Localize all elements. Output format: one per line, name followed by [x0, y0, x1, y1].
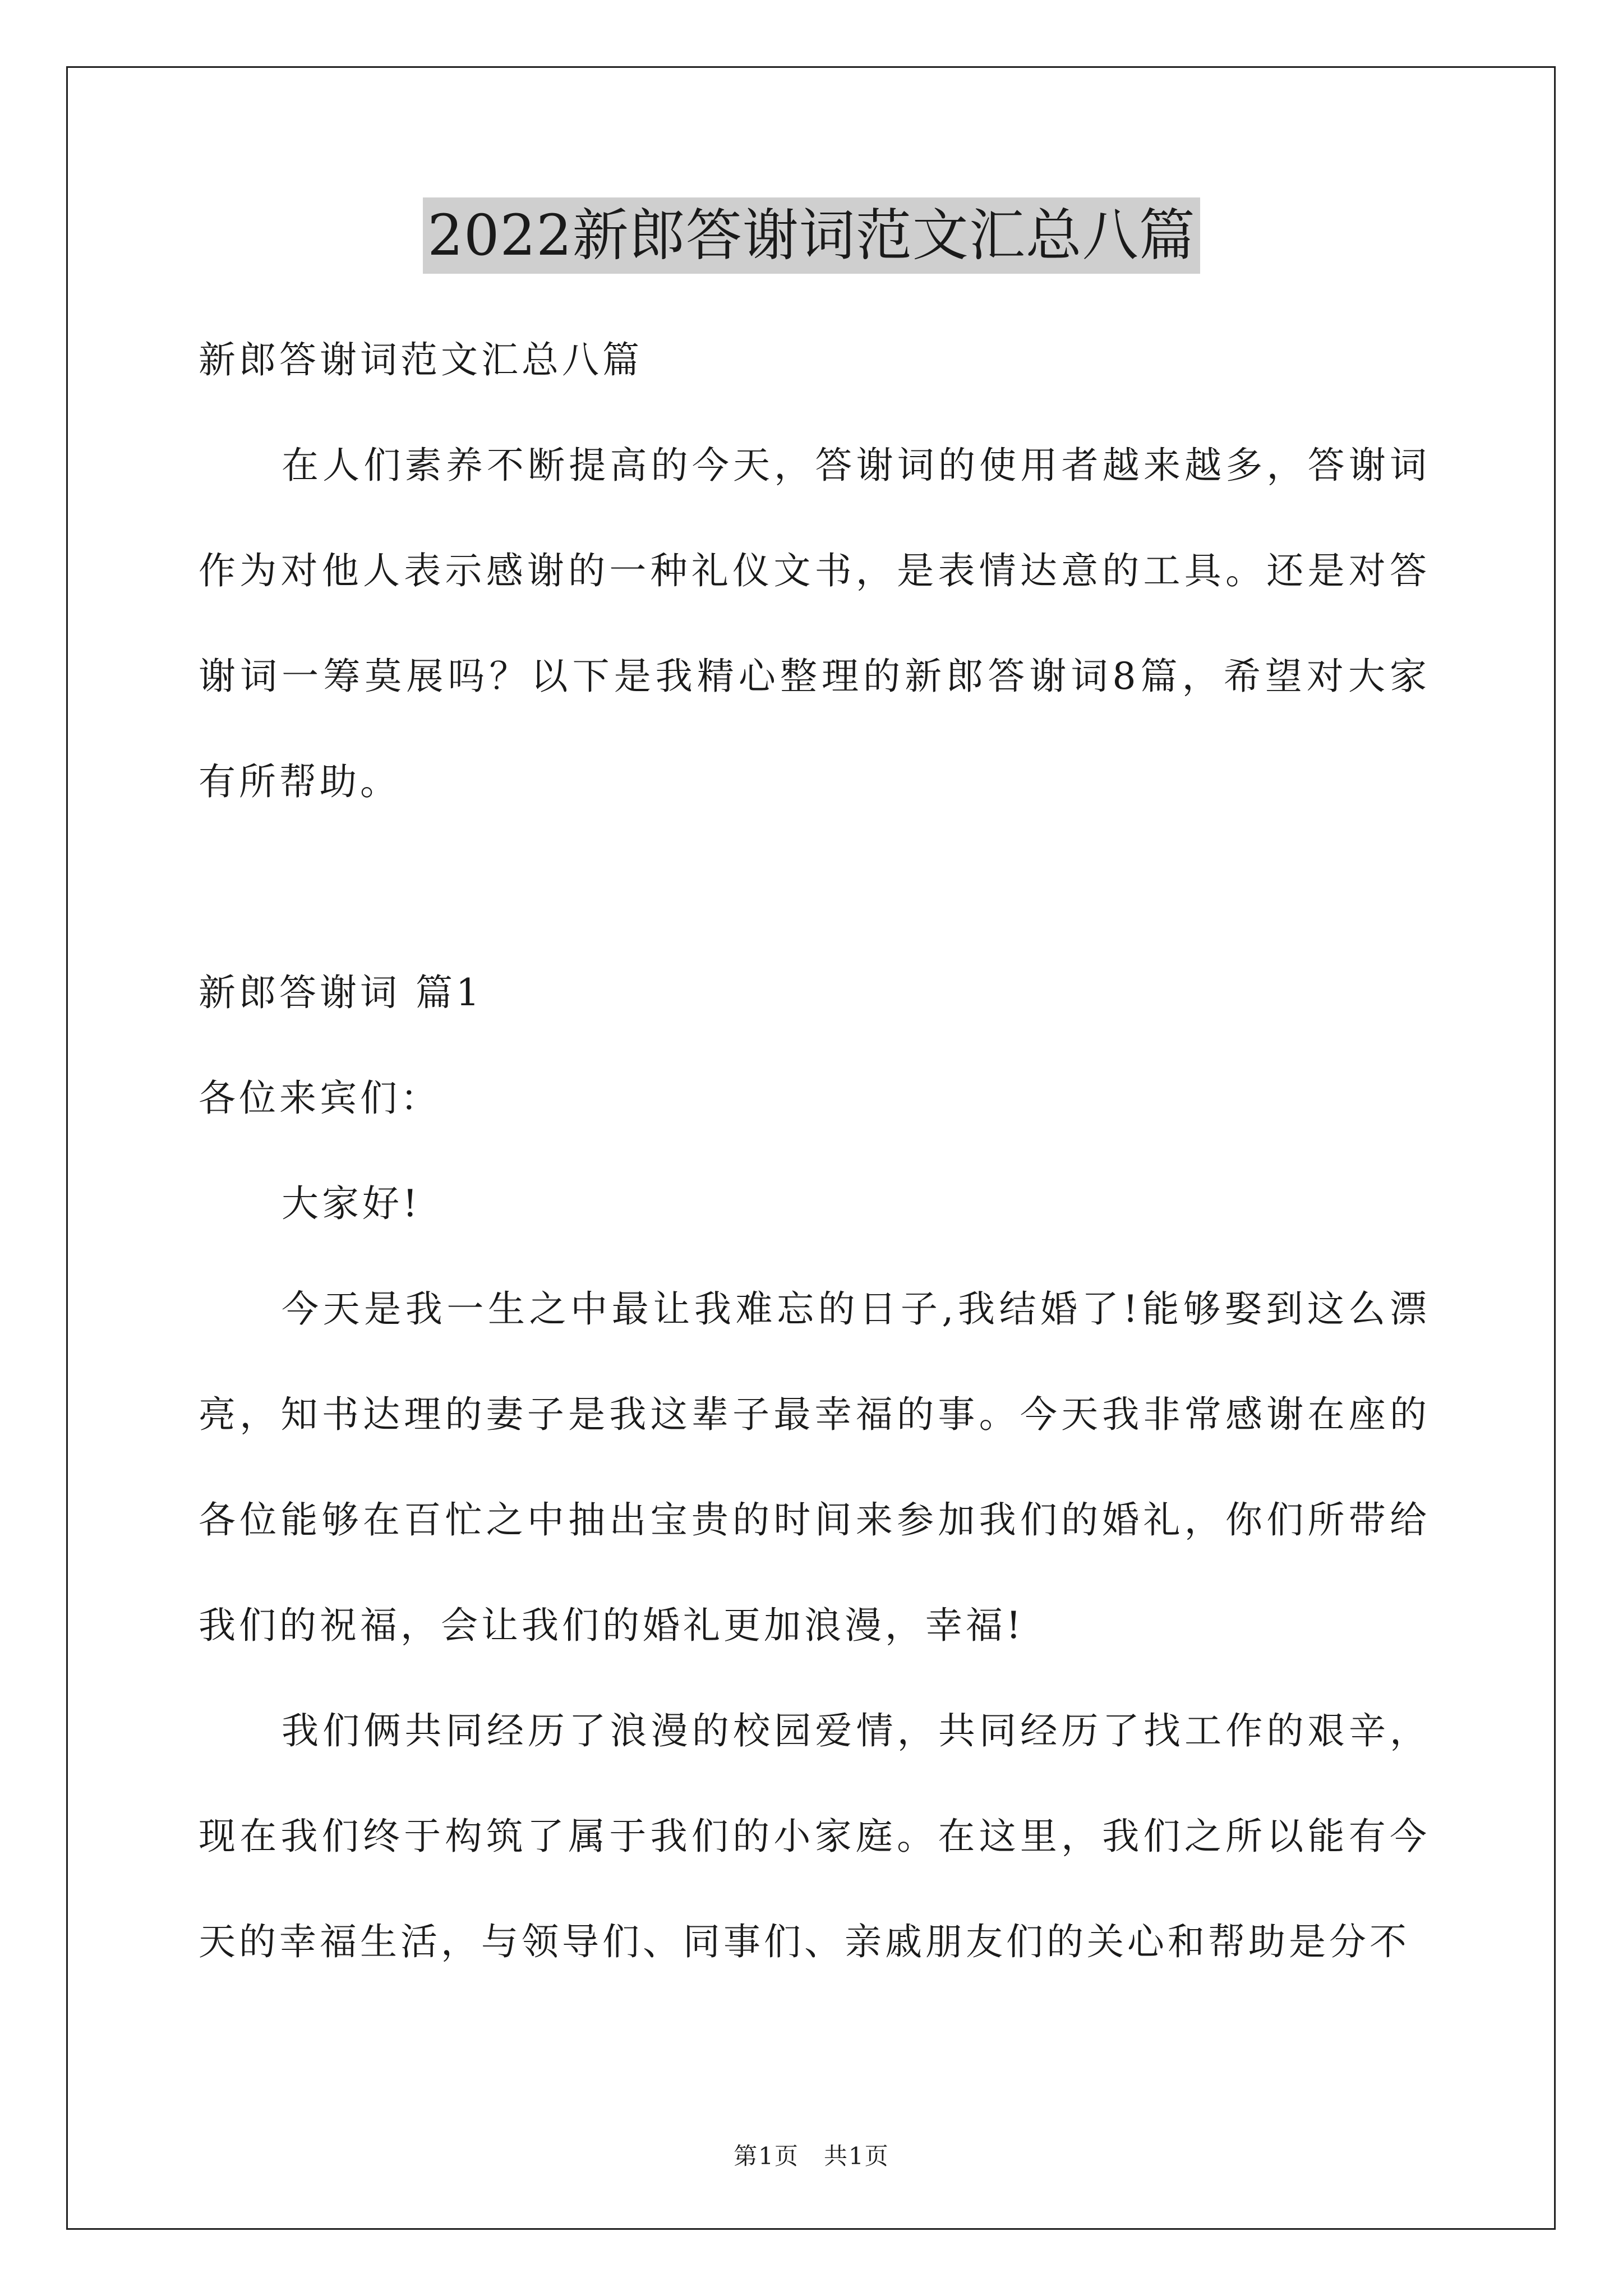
section-spacer [199, 835, 1430, 940]
intro-paragraph: 在人们素养不断提高的今天，答谢词的使用者越来越多，答谢词作为对他人表示感谢的一种礼仪文书，是表情达意的工具。还是对答谢词一筹莫展吗？以下是我精心整理的新郎答谢词8篇，希望对大家有所帮助。 [199, 444, 1430, 803]
section-heading: 新郎答谢词 篇1 [199, 971, 483, 1014]
page-footer: 第1页 共1页 [734, 2142, 889, 2170]
greeting: 大家好! [282, 1182, 421, 1225]
salutation: 各位来宾们： [199, 1076, 441, 1120]
body-paragraph-1: 今天是我一生之中最让我难忘的日子,我结婚了!能够娶到这么漂亮，知书达理的妻子是我这辈子最幸福的事。今天我非常感谢在座的各位能够在百忙之中抽出宝贵的时间来参加我们的婚礼，你们所带给我们的祝福，会让我们的婚礼更加浪漫，幸福! [199, 1287, 1430, 1647]
body-paragraph-2: 我们俩共同经历了浪漫的校园爱情，共同经历了找工作的艰辛，现在我们终于构筑了属于我们的小家庭。在这里，我们之所以能有今天的幸福生活，与领导们、同事们、亲戚朋友们的关心和帮助是分不 [199, 1709, 1430, 1963]
document-body [199, 307, 1430, 1995]
title-container [0, 197, 1623, 274]
subtitle: 新郎答谢词范文汇总八篇 [199, 338, 643, 381]
document-title: 2022新郎答谢词范文汇总八篇 [423, 197, 1200, 274]
